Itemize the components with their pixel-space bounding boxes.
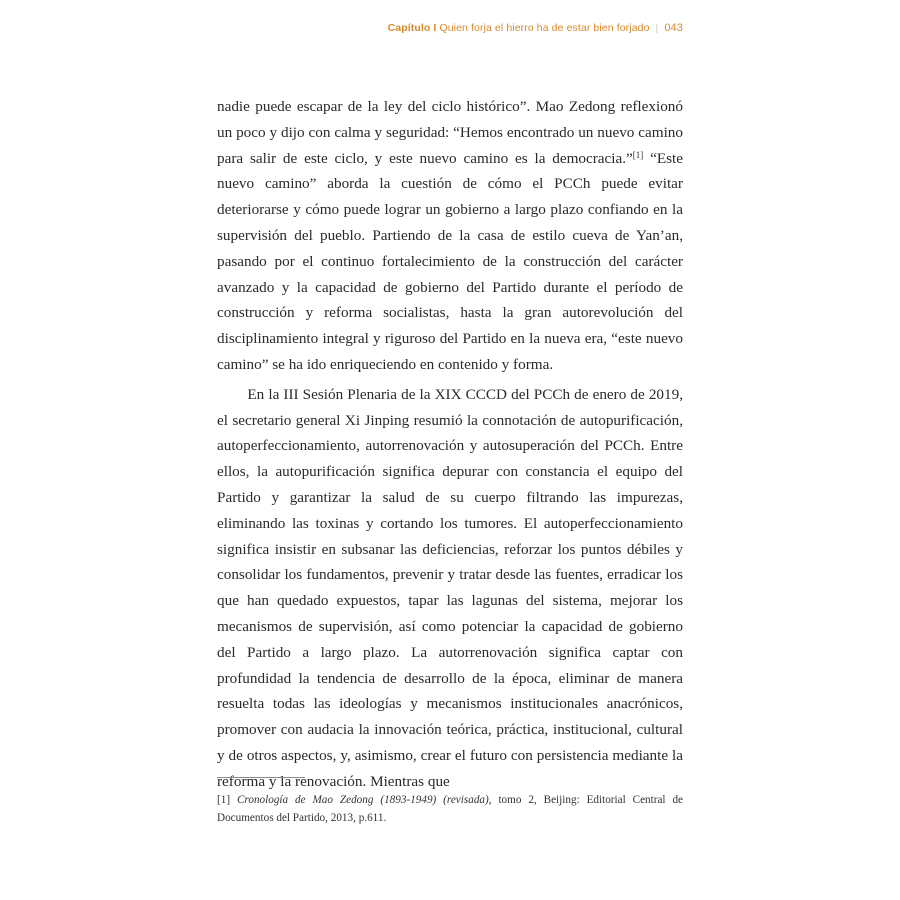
paragraph-1-text-b: “Este nuevo camino” aborda la cuestión de cómo el PCCh puede evitar deteriorarse y cómo puede lograr un gobierno a largo plazo confiando en la supervisión del pueblo. Partiendo de la casa de estilo cueva de Yan’an, pasando por el continuo fortalecimiento de la construcción del carácter avanzado y la capacidad de gobierno del Partido durante el período de construcción y reforma socialistas, hasta la gran autorevolución del disciplinamiento integral y riguroso del Partido en la nueva era, “este nuevo camino” se ha ido enriqueciendo en contenido y forma. — [217, 149, 683, 373]
chapter-title: Quien forja el hierro ha de estar bien forjado — [439, 22, 650, 34]
chapter-label: Capítulo I — [387, 22, 437, 34]
footnote-reference[interactable]: [1] — [632, 149, 644, 160]
page-number: 043 — [664, 22, 683, 34]
footnote-marker: [1] — [217, 794, 231, 806]
header-separator: | — [655, 22, 659, 34]
paragraph-1 — [217, 94, 683, 378]
footnote-title: Cronología de Mao Zedong (1893-1949) (revisada) — [236, 794, 489, 806]
body-text — [217, 94, 683, 795]
paragraph-2: En la III Sesión Plenaria de la XIX CCCD del PCCh de enero de 2019, el secretario general Xi Jinping resumió la connotación de autopurificación, autoperfeccionamiento, autorrenovación y autosuperación del PCCh. Entre ellos, la autopurificación significa depurar con constancia el equipo del Partido y garantizar la salud de su cuerpo filtrando las impurezas, eliminando las toxinas y cortando los tumores. El autoperfeccionamiento significa insistir en subsanar las deficiencias, reforzar los puntos débiles y consolidar los fundamentos, prevenir y tratar desde las fuentes, erradicar los que han quedado expuestos, tapar las lagunas del sistema, mejorar los mecanismos de supervisión, así como potenciar la capacidad de gobierno del Partido a largo plazo. La autorrenovación significa captar con profundidad la tendencia de desarrollo de la época, eliminar de manera resuelta todas las ideologías y mecanismos institucionales anacrónicos, promover con audacia la innovación teórica, práctica, institucional, cultural y de otros aspectos, y, asimismo, crear el futuro con persistencia mediante la reforma y la renovación. Mientras que — [217, 385, 683, 790]
paragraph-1-text-a: nadie puede escapar de la ley del ciclo histórico”. Mao Zedong reflexionó un poco y dijo con calma y seguridad: “Hemos encontrado un nuevo camino para salir de este ciclo, y este nuevo camino es la democracia.” — [217, 98, 683, 167]
footnote-divider — [217, 777, 305, 778]
running-header — [388, 22, 683, 34]
footnote-citation: , tomo 2, Beijing: Editorial Central de Documentos del Partido, 2013, p.611. — [217, 794, 683, 824]
footnote — [217, 791, 683, 827]
